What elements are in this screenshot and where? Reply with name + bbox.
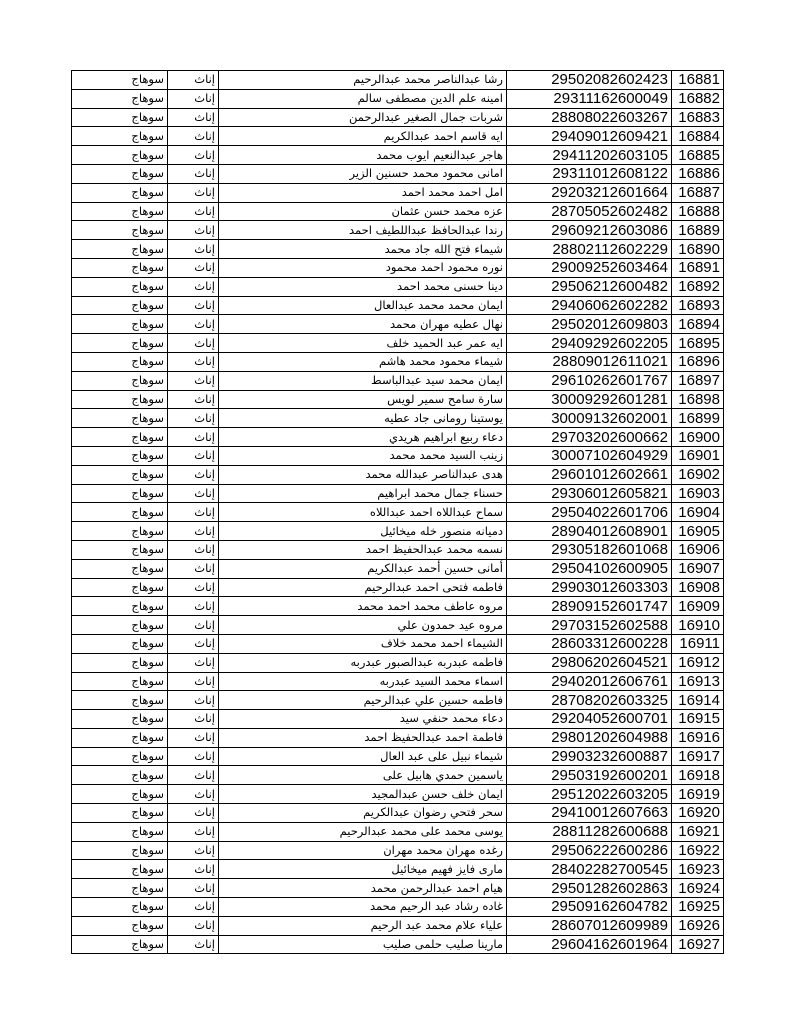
serial-number-cell: 16908 [672,578,724,597]
gender-cell: إناث [168,446,219,465]
national-id-cell: 29806202604521 [507,653,672,672]
table-row [72,221,724,240]
governorate-cell: سوهاج [72,672,168,691]
governorate-cell: سوهاج [72,785,168,804]
serial-number-cell: 16893 [672,296,724,315]
national-id-cell: 29406062602282 [507,296,672,315]
table-row [72,71,724,90]
serial-number-cell: 16902 [672,465,724,484]
gender-cell: إناث [168,860,219,879]
gender-cell: إناث [168,766,219,785]
national-id-cell: 29610262601767 [507,371,672,390]
serial-number-cell: 16900 [672,428,724,447]
national-id-cell: 29504022601706 [507,503,672,522]
serial-number-cell: 16888 [672,202,724,221]
governorate-cell: سوهاج [72,428,168,447]
table-row [72,672,724,691]
governorate-cell: سوهاج [72,898,168,917]
governorate-cell: سوهاج [72,653,168,672]
name-cell: دينا حسنى محمد احمد [219,277,507,296]
table-row [72,860,724,879]
serial-number-cell: 16891 [672,258,724,277]
table-row [72,202,724,221]
national-id-cell: 29203212601664 [507,183,672,202]
serial-number-cell: 16883 [672,108,724,127]
name-cell: سارة سامح سمير لويس [219,390,507,409]
gender-cell: إناث [168,390,219,409]
governorate-cell: سوهاج [72,315,168,334]
serial-number-cell: 16917 [672,747,724,766]
table-row [72,164,724,183]
table-row [72,691,724,710]
national-id-cell: 29509162604782 [507,898,672,917]
national-id-cell: 29506222600286 [507,841,672,860]
gender-cell: إناث [168,202,219,221]
governorate-cell: سوهاج [72,540,168,559]
governorate-cell: سوهاج [72,183,168,202]
national-id-cell: 28904012608901 [507,522,672,541]
name-cell: اسماء محمد السيد عبدربه [219,672,507,691]
name-cell: فاطمه عبدربه عبدالصبور عبدربه [219,653,507,672]
national-id-cell: 28603312600228 [507,634,672,653]
serial-number-cell: 16904 [672,503,724,522]
national-id-cell: 29903232600887 [507,747,672,766]
name-cell: شيماء نبيل على عبد العال [219,747,507,766]
serial-number-cell: 16898 [672,390,724,409]
table-row [72,898,724,917]
national-id-cell: 30009132602001 [507,409,672,428]
serial-number-cell: 16895 [672,334,724,353]
name-cell: فاطمة احمد عبدالحفيظ احمد [219,728,507,747]
serial-number-cell: 16920 [672,804,724,823]
name-cell: علياء علام محمد عبد الرحيم [219,916,507,935]
national-id-cell: 28808022603267 [507,108,672,127]
table-row [72,559,724,578]
table-row [72,108,724,127]
table-row [72,597,724,616]
table-row [72,804,724,823]
serial-number-cell: 16915 [672,710,724,729]
governorate-cell: سوهاج [72,164,168,183]
name-cell: سحر فتحي رضوان عبدالكريم [219,804,507,823]
name-cell: شربات جمال الصغير عبدالرحمن [219,108,507,127]
serial-number-cell: 16897 [672,371,724,390]
name-cell: امل احمد محمد احمد [219,183,507,202]
name-cell: يوستينا رومانى جاد عطيه [219,409,507,428]
gender-cell: إناث [168,634,219,653]
serial-number-cell: 16892 [672,277,724,296]
table-row [72,334,724,353]
national-id-cell: 28909152601747 [507,597,672,616]
gender-cell: إناث [168,277,219,296]
gender-cell: إناث [168,879,219,898]
national-id-cell: 28809012611021 [507,352,672,371]
national-id-cell: 28802112602229 [507,240,672,259]
name-cell: رشا عبدالناصر محمد عبدالرحيم [219,71,507,90]
name-cell: دعاء ربيع ابراهيم هريدي [219,428,507,447]
serial-number-cell: 16921 [672,822,724,841]
governorate-cell: سوهاج [72,258,168,277]
table-row [72,653,724,672]
gender-cell: إناث [168,898,219,917]
gender-cell: إناث [168,540,219,559]
gender-cell: إناث [168,296,219,315]
table-row [72,465,724,484]
governorate-cell: سوهاج [72,202,168,221]
national-id-cell: 29501282602863 [507,879,672,898]
serial-number-cell: 16910 [672,616,724,635]
governorate-cell: سوهاج [72,296,168,315]
national-id-cell: 28811282600688 [507,822,672,841]
governorate-cell: سوهاج [72,916,168,935]
governorate-cell: سوهاج [72,371,168,390]
serial-number-cell: 16890 [672,240,724,259]
governorate-cell: سوهاج [72,146,168,165]
gender-cell: إناث [168,503,219,522]
gender-cell: إناث [168,221,219,240]
governorate-cell: سوهاج [72,503,168,522]
name-cell: يوسى محمد على محمد عبدالرحيم [219,822,507,841]
national-id-cell: 29512022603205 [507,785,672,804]
table-row [72,446,724,465]
name-cell: شيماء فتح الله جاد محمد [219,240,507,259]
serial-number-cell: 16885 [672,146,724,165]
gender-cell: إناث [168,710,219,729]
gender-cell: إناث [168,71,219,90]
name-cell: مروه عيد حمدون علي [219,616,507,635]
governorate-cell: سوهاج [72,879,168,898]
national-id-cell: 28708202603325 [507,691,672,710]
national-id-cell: 29601012602661 [507,465,672,484]
national-id-cell: 30007102604929 [507,446,672,465]
national-id-cell: 29502082602423 [507,71,672,90]
name-cell: شيماء محمود محمد هاشم [219,352,507,371]
table-row [72,766,724,785]
gender-cell: إناث [168,258,219,277]
governorate-cell: سوهاج [72,446,168,465]
name-cell: هيام احمد عبدالرحمن محمد [219,879,507,898]
table-row [72,258,724,277]
table-row [72,785,724,804]
table-row [72,616,724,635]
table-row [72,146,724,165]
table-row [72,522,724,541]
table-row [72,634,724,653]
national-id-cell: 29409012609421 [507,127,672,146]
governorate-cell: سوهاج [72,841,168,860]
name-cell: دعاء محمد حنفي سيد [219,710,507,729]
serial-number-cell: 16884 [672,127,724,146]
serial-number-cell: 16881 [672,71,724,90]
table-row [72,916,724,935]
name-cell: سماح عبداللاه احمد عبداللاه [219,503,507,522]
gender-cell: إناث [168,108,219,127]
governorate-cell: سوهاج [72,390,168,409]
national-id-cell: 30009292601281 [507,390,672,409]
gender-cell: إناث [168,804,219,823]
name-cell: ايمان محمد سيد عبدالباسط [219,371,507,390]
gender-cell: إناث [168,578,219,597]
national-id-cell: 29703152602588 [507,616,672,635]
governorate-cell: سوهاج [72,465,168,484]
table-row [72,428,724,447]
national-id-cell: 29306012605821 [507,484,672,503]
serial-number-cell: 16896 [672,352,724,371]
serial-number-cell: 16916 [672,728,724,747]
records-table-body [72,71,724,954]
governorate-cell: سوهاج [72,127,168,146]
governorate-cell: سوهاج [72,277,168,296]
national-id-cell: 29009252603464 [507,258,672,277]
serial-number-cell: 16886 [672,164,724,183]
gender-cell: إناث [168,691,219,710]
national-id-cell: 29411202603105 [507,146,672,165]
serial-number-cell: 16911 [672,634,724,653]
gender-cell: إناث [168,747,219,766]
gender-cell: إناث [168,728,219,747]
national-id-cell: 28607012609989 [507,916,672,935]
serial-number-cell: 16887 [672,183,724,202]
serial-number-cell: 16882 [672,89,724,108]
national-id-cell: 29409292602205 [507,334,672,353]
governorate-cell: سوهاج [72,484,168,503]
table-row [72,352,724,371]
gender-cell: إناث [168,484,219,503]
serial-number-cell: 16925 [672,898,724,917]
national-id-cell: 28402282700545 [507,860,672,879]
governorate-cell: سوهاج [72,559,168,578]
table-row [72,296,724,315]
gender-cell: إناث [168,597,219,616]
serial-number-cell: 16914 [672,691,724,710]
serial-number-cell: 16907 [672,559,724,578]
serial-number-cell: 16909 [672,597,724,616]
governorate-cell: سوهاج [72,409,168,428]
national-id-cell: 29502012609803 [507,315,672,334]
governorate-cell: سوهاج [72,221,168,240]
governorate-cell: سوهاج [72,710,168,729]
gender-cell: إناث [168,428,219,447]
gender-cell: إناث [168,785,219,804]
governorate-cell: سوهاج [72,691,168,710]
serial-number-cell: 16924 [672,879,724,898]
table-row [72,371,724,390]
governorate-cell: سوهاج [72,766,168,785]
table-row [72,127,724,146]
gender-cell: إناث [168,522,219,541]
name-cell: غاده رشاد عبد الرحيم محمد [219,898,507,917]
serial-number-cell: 16901 [672,446,724,465]
name-cell: رندا عبدالحافظ عبداللطيف احمد [219,221,507,240]
national-id-cell: 29311162600049 [507,89,672,108]
table-row [72,578,724,597]
governorate-cell: سوهاج [72,108,168,127]
serial-number-cell: 16889 [672,221,724,240]
name-cell: امينه علم الدين مصطفى سالم [219,89,507,108]
gender-cell: إناث [168,89,219,108]
serial-number-cell: 16927 [672,935,724,954]
table-row [72,240,724,259]
gender-cell: إناث [168,127,219,146]
national-id-cell: 29402012606761 [507,672,672,691]
table-row [72,879,724,898]
name-cell: مارينا صليب حلمى صليب [219,935,507,954]
gender-cell: إناث [168,916,219,935]
national-id-cell: 29204052600701 [507,710,672,729]
governorate-cell: سوهاج [72,634,168,653]
table-row [72,484,724,503]
table-row [72,89,724,108]
name-cell: نسمه محمد عبدالحفيظ احمد [219,540,507,559]
serial-number-cell: 16922 [672,841,724,860]
table-row [72,540,724,559]
governorate-cell: سوهاج [72,822,168,841]
governorate-cell: سوهاج [72,334,168,353]
name-cell: فاطمه حسين علي عبدالرحيم [219,691,507,710]
table-row [72,710,724,729]
table-row [72,728,724,747]
name-cell: مارى فايز فهيم ميخائيل [219,860,507,879]
name-cell: ايه عمر عبد الحميد خلف [219,334,507,353]
gender-cell: إناث [168,371,219,390]
name-cell: هدى عبدالناصر عبدالله محمد [219,465,507,484]
gender-cell: إناث [168,841,219,860]
table-row [72,183,724,202]
governorate-cell: سوهاج [72,597,168,616]
serial-number-cell: 16905 [672,522,724,541]
governorate-cell: سوهاج [72,522,168,541]
national-id-cell: 29311012608122 [507,164,672,183]
serial-number-cell: 16926 [672,916,724,935]
serial-number-cell: 16894 [672,315,724,334]
name-cell: نوره محمود احمد محمود [219,258,507,277]
name-cell: زينب السيد محمد محمد [219,446,507,465]
gender-cell: إناث [168,240,219,259]
national-id-cell: 29503192600201 [507,766,672,785]
name-cell: ايه قاسم احمد عبدالكريم [219,127,507,146]
national-id-cell: 28705052602482 [507,202,672,221]
national-id-cell: 29604162601964 [507,935,672,954]
name-cell: أمانى حسين أحمد عبدالكريم [219,559,507,578]
gender-cell: إناث [168,672,219,691]
gender-cell: إناث [168,822,219,841]
serial-number-cell: 16899 [672,409,724,428]
national-id-cell: 29609212603086 [507,221,672,240]
governorate-cell: سوهاج [72,747,168,766]
table-row [72,841,724,860]
national-id-cell: 29903012603303 [507,578,672,597]
governorate-cell: سوهاج [72,578,168,597]
name-cell: هاجر عبدالنعيم ايوب محمد [219,146,507,165]
national-id-cell: 29305182601068 [507,540,672,559]
records-table [71,70,724,954]
table-row [72,315,724,334]
table-row [72,822,724,841]
name-cell: رغده مهران محمد مهران [219,841,507,860]
national-id-cell: 29410012607663 [507,804,672,823]
name-cell: ايمان محمد محمد عبدالعال [219,296,507,315]
serial-number-cell: 16903 [672,484,724,503]
table-row [72,390,724,409]
serial-number-cell: 16923 [672,860,724,879]
governorate-cell: سوهاج [72,89,168,108]
table-row [72,409,724,428]
gender-cell: إناث [168,315,219,334]
name-cell: نهال عطيه مهران محمد [219,315,507,334]
gender-cell: إناث [168,559,219,578]
name-cell: الشيماء احمد محمد خلاف [219,634,507,653]
name-cell: فاطمه فتحى احمد عبدالرحيم [219,578,507,597]
name-cell: حسناء جمال محمد ابراهيم [219,484,507,503]
table-row [72,277,724,296]
name-cell: مروه عاطف محمد احمد محمد [219,597,507,616]
governorate-cell: سوهاج [72,616,168,635]
governorate-cell: سوهاج [72,935,168,954]
governorate-cell: سوهاج [72,860,168,879]
serial-number-cell: 16919 [672,785,724,804]
gender-cell: إناث [168,653,219,672]
gender-cell: إناث [168,409,219,428]
gender-cell: إناث [168,183,219,202]
governorate-cell: سوهاج [72,352,168,371]
gender-cell: إناث [168,935,219,954]
gender-cell: إناث [168,164,219,183]
name-cell: ايمان خلف حسن عبدالمجيد [219,785,507,804]
name-cell: ياسمين حمدي هابيل على [219,766,507,785]
governorate-cell: سوهاج [72,804,168,823]
table-row [72,935,724,954]
name-cell: امانى محمود محمد حسنين الزير [219,164,507,183]
serial-number-cell: 16906 [672,540,724,559]
governorate-cell: سوهاج [72,728,168,747]
governorate-cell: سوهاج [72,240,168,259]
name-cell: عزه محمد حسن عثمان [219,202,507,221]
table-row [72,503,724,522]
gender-cell: إناث [168,465,219,484]
name-cell: دميانه منصور خله ميخائيل [219,522,507,541]
national-id-cell: 29504102600905 [507,559,672,578]
serial-number-cell: 16918 [672,766,724,785]
serial-number-cell: 16913 [672,672,724,691]
governorate-cell: سوهاج [72,71,168,90]
national-id-cell: 29801202604988 [507,728,672,747]
gender-cell: إناث [168,352,219,371]
national-id-cell: 29506212600482 [507,277,672,296]
national-id-cell: 29703202600662 [507,428,672,447]
gender-cell: إناث [168,334,219,353]
table-row [72,747,724,766]
gender-cell: إناث [168,146,219,165]
gender-cell: إناث [168,616,219,635]
serial-number-cell: 16912 [672,653,724,672]
